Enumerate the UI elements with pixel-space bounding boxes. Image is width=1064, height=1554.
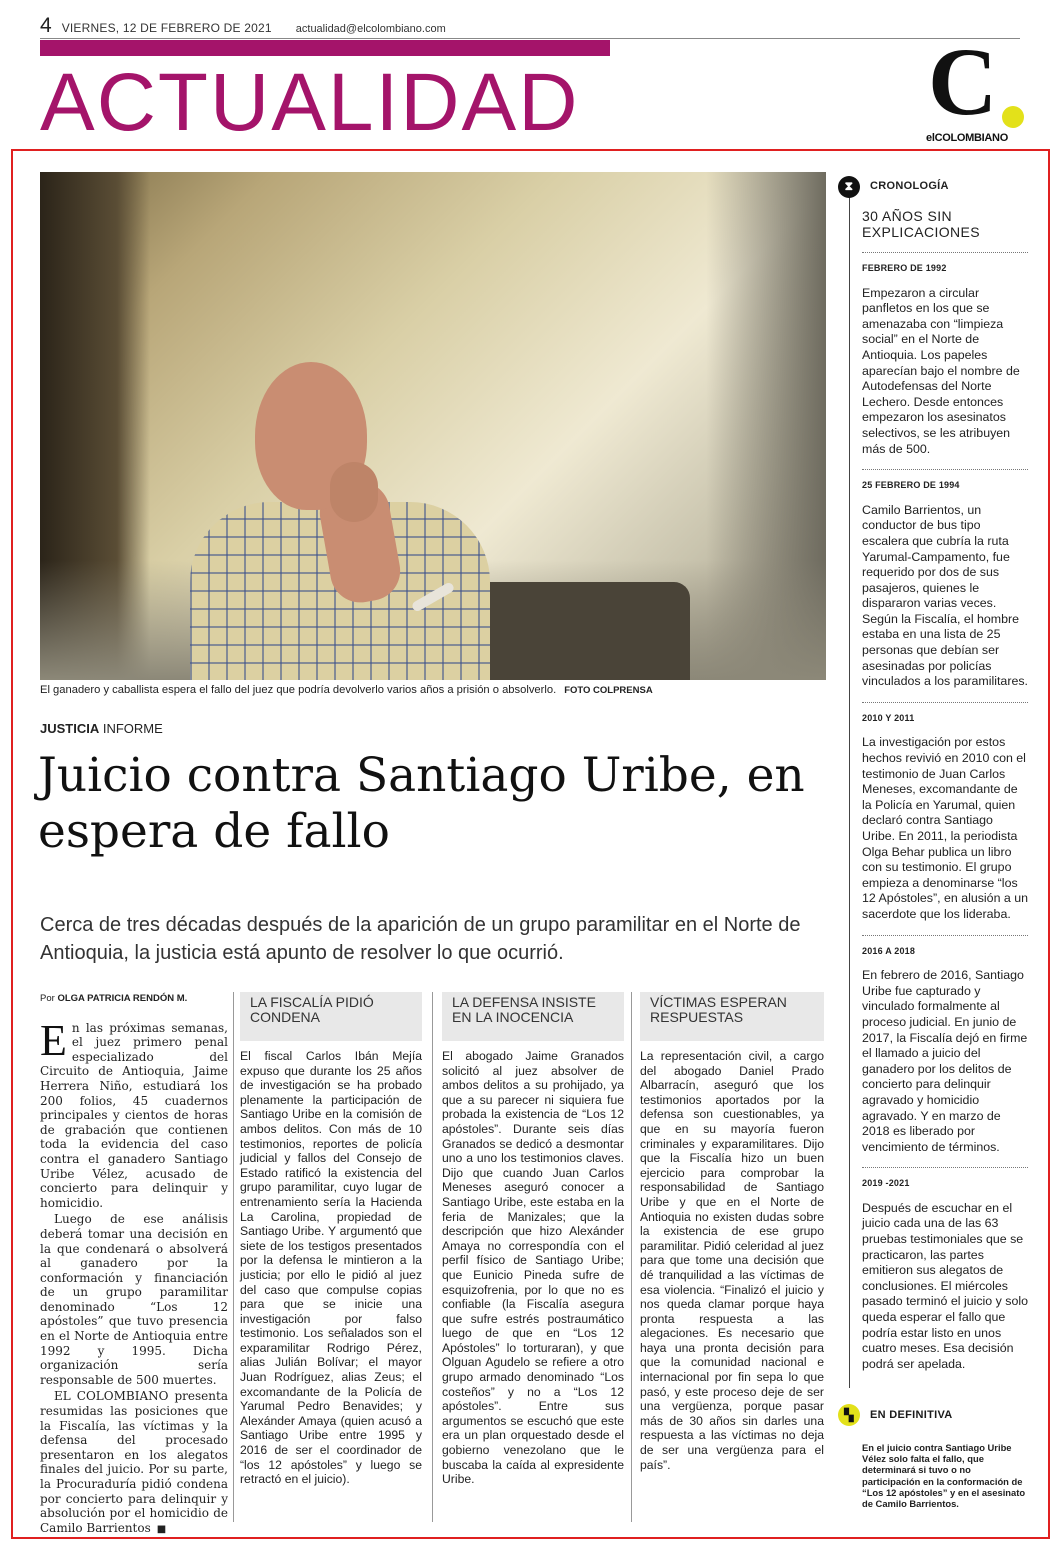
body-paragraph xyxy=(40,1389,228,1537)
logo-wordmark: elCOLOMBIANO xyxy=(926,132,1008,144)
logo-letter: C xyxy=(928,28,998,135)
entry-date: 25 FEBRERO DE 1994 xyxy=(862,480,960,491)
photo-hand xyxy=(330,462,378,522)
issue-date: VIERNES, 12 DE FEBRERO DE 2021 xyxy=(61,21,272,35)
chronology-title: 30 AÑOS SIN EXPLICACIONES xyxy=(862,208,981,240)
entry-text: Camilo Barrientos, un conductor de bus tipo escalera que cubría la ruta Yarumal-Campamento, fue requerido por dos de sus pasajeros, quienes le dispararon varias veces. Según la Fiscalía, el hombre estaba en una lista de 25 personas que debían ser asesinadas por policías vinculados a los paramilitares. xyxy=(862,502,1028,689)
body-paragraph-1: n las próximas semanas, el juez primero penal especializado del Circuito de Antioquia, Jaime Herrera Niño, estudiará los 200 folios, 45 cuadernos principales y cientos de horas de grabación que contienen toda la evidencia del caso contra el ganadero Santiago Uribe Vélez, acusado de concierto para delinquir y homicidio. xyxy=(40,1020,228,1210)
article-kicker xyxy=(40,721,163,736)
entry-text: Empezaron a circular panfletos en los que se amenazaba con “limpieza social” en el Norte de Antioquia. Los papeles aparecían bajo el nombre de Autodefensas del Norte Lechero. Desde entonces empezaron los asesinatos selectivos, se les atribuyen más de 500. xyxy=(862,285,1020,456)
entry-text: La investigación por estos hechos revivió en 2010 con el testimonio de Juan Carlos Meneses, excomandante de la Policía en Yarumal, quien declaró contra Santiago Uribe. En 2011, la periodista Olga Behar publica un libro con su testimonio. El grupo empieza a denominarse “los 12 Apóstoles”, en alusión a un sacerdote que los lideraba. xyxy=(862,735,1029,921)
column-text: El abogado Jaime Granados solicitó al juez absolver de ambos delitos a su prohijado, ya que a su parecer ni siquiera fue probada la existencia de “Los 12 apóstoles”. Durante seis días Granados se dedicó a desmontar uno a uno los testimonios claves. Dijo que cuando Juan Carlos Meneses aseguró conocer a Santiago Uribe, este estaba en la feria de Manizales; que la descripción que hizo Alexánder Amaya no correspondía con el perfil físico de Santiago Uribe; que Eunicio Pineda sufre de esquizofrenia, por lo que no es confiable (la Fiscalía asegura que sufre estrés postraumático luego de que en “Los 12 Apóstoles” lo torturaran), y que Olguan Agudelo se refiere a otro grupo armado denominado “Los costeños” y no a “Los 12 apóstoles”. Entre sus argumentos se escuchó que este era un plan orquestado desde el gobierno venezolano que le buscaba la caída al expresidente Uribe. xyxy=(442,1049,624,1487)
column-divider xyxy=(631,992,632,1522)
timeline-entry xyxy=(862,1167,1028,1372)
sidebar-rule xyxy=(849,196,850,1388)
column-text: La representación civil, a cargo del abogado Daniel Prado Albarracín, aseguró que los testimonios aportados por la defensa son cuestionables, ya que en su mayoría fueron criminales y exparamilitares. Dijo que la Fiscalía hizo un buen ejercicio para comprobar la responsabilidad de Santiago Uribe y que en el Norte de Antioquia no existen dudas sobre la existencia de ese grupo paramilitar. Pidió celeridad al juez para que tome una decisión que dé tranquilidad a las víctimas de esa violencia. “Finalizó el juicio y nos queda clamar porque haya pronta respuesta a las alegaciones. Es necesario que haya una pronta decisión para que la comunidad nacional e internacional por fin sepa lo que pasó, y este proceso deje de ser una vergüenza, porque pasar más de 30 años sin darles una respuesta a las víctimas no deja de ser una vergüenza para el país”. xyxy=(640,1049,824,1472)
body-paragraph-3: EL COLOMBIANO presenta resumidas las posiciones que la Fiscalía, las víctimas y la defensa del procesado presentaron en los alegatos finales del juicio. Por su parte, la Procuraduría pidió condena por concierto para delinquir y absolución por el homicidio de Camilo Barrientos xyxy=(40,1389,228,1535)
column-heading: VÍCTIMAS ESPERAN RESPUESTAS xyxy=(640,992,824,1041)
summary-box xyxy=(844,1404,1028,1510)
newspaper-logo xyxy=(918,28,1028,148)
body-paragraph xyxy=(40,1015,228,1211)
checker-icon: ▚ xyxy=(838,1404,860,1426)
column-heading: LA DEFENSA INSISTE EN LA INOCENCIA xyxy=(442,992,624,1041)
fiscalia-column xyxy=(240,992,422,1489)
summary-text: En el juicio contra Santiago Uribe Vélez solo falta el fallo, que determinará si tuvo o no participación en la conformación de “Los 12 apóstoles” y en el asesinato de Camilo Barrientos. xyxy=(862,1442,1026,1510)
article-deck: Cerca de tres décadas después de la aparición de un grupo paramilitar en el Norte de Antioquia, la justicia está apunto de resolver lo que ocurrió. xyxy=(40,914,801,964)
byline-prefix: Por xyxy=(40,993,55,1004)
chronology-label xyxy=(838,176,1028,198)
summary-label xyxy=(838,1404,1028,1426)
summary-label-text: EN DEFINITIVA xyxy=(870,1409,953,1421)
chronology-label-text: CRONOLOGÍA xyxy=(870,180,949,193)
kicker-section: JUSTICIA xyxy=(40,721,100,736)
body-paragraph-2: Luego de ese análisis deberá tomar una decisión en la que condenará o absolverá al ganadero por la conformación y financiación de un grupo paramilitar denominado “Los 12 apóstoles” que tuvo presencia en el Norte de Antioquia entre 1992 y 1995. Dicha organización sería responsable de 500 muertes. xyxy=(40,1212,228,1387)
column-divider xyxy=(432,992,433,1522)
timeline-entry xyxy=(862,469,1028,690)
entry-date: 2010 Y 2011 xyxy=(862,712,915,723)
end-mark: ■ xyxy=(156,1523,167,1535)
kicker-type: INFORME xyxy=(102,721,163,736)
top-rule xyxy=(40,38,1020,39)
article-headline: Juicio contra Santiago Uribe, en espera de fallo xyxy=(38,748,805,859)
byline-author: OLGA PATRICIA RENDÓN M. xyxy=(57,993,188,1004)
chronology-sidebar xyxy=(844,176,1029,1372)
column-heading: LA FISCALÍA PIDIÓ CONDENA xyxy=(240,992,422,1041)
photo-credit: FOTO COLPRENSA xyxy=(564,685,653,696)
folio xyxy=(40,14,446,38)
caption-text: El ganadero y caballista espera el fallo del juez que podría devolverlo varios años a prisión o absolverlo. xyxy=(40,684,557,696)
lead-photo xyxy=(40,172,826,680)
timeline-entry xyxy=(862,935,1028,1156)
photo-caption xyxy=(40,684,826,696)
entry-date: 2016 A 2018 xyxy=(862,945,916,956)
logo-dot xyxy=(1002,106,1024,128)
body-column xyxy=(40,992,228,1539)
entry-text: Después de escuchar en el juicio cada una de las 63 pruebas testimoniales que se practicaron, las partes emitieron sus alegatos de conclusiones. El miércoles pasado terminó el juicio y solo queda esperar el fallo que podría estar listo en unos cuatro meses. Esa decisión podrá ser apelada. xyxy=(862,1200,1028,1371)
byline xyxy=(40,992,228,1007)
entry-text: En febrero de 2016, Santiago Uribe fue capturado y vinculado formalmente al proceso judicial. En junio de 2017, la Fiscalía dejó en firme el llamado a juicio del ganadero por los delitos de concierto para delinquir agravado y homicidio agravado. Y en marzo de 2018 es liberado por vencimiento de términos. xyxy=(862,968,1028,1154)
defensa-column xyxy=(442,992,624,1489)
drop-cap: E xyxy=(40,1015,67,1065)
page-number: 4 xyxy=(40,14,52,37)
victimas-column xyxy=(640,992,824,1474)
entry-date: 2019 -2021 xyxy=(862,1178,910,1189)
hourglass-icon: ⧗ xyxy=(838,176,860,198)
section-title: ACTUALIDAD xyxy=(40,57,580,148)
section-color-bar xyxy=(40,40,610,56)
timeline-entry xyxy=(862,252,1028,457)
column-text: El fiscal Carlos Ibán Mejía expuso que durante los 25 años de investigación se ha probado plenamente la participación de Santiago Uribe en la comisión de ambos delitos. Con más de 10 testimonios, reportes de policía judicial y fallos del Consejo de Estado ratificó la existencia del grupo paramilitar, cuyo lugar de entrenamiento sería la Hacienda La Carolina, propiedad de Santiago Uribe. Y argumentó que siete de los testigos presentados por la defensa le mintieron a la justicia; por ello le pidió al juez del caso que compulse copias para que se inicie una investigación por falso testimonio. Los señalados son el exparamilitar Rodrigo Pérez, alias Julián Bolívar; el mayor Juan Rodríguez, alias Zeus; el excomandante de la Policía de Yarumal Pedro Benavides; y Alexánder Amaya (quien acusó a Santiago Uribe entre 1995 y 2016 de ser el coordinador de “los 12 apóstoles” y luego se retractó en el juicio). xyxy=(240,1049,422,1487)
entry-date: FEBRERO DE 1992 xyxy=(862,263,947,273)
timeline-entry xyxy=(862,702,1028,923)
column-divider xyxy=(233,992,234,1522)
section-email: actualidad@elcolombiano.com xyxy=(295,23,446,35)
